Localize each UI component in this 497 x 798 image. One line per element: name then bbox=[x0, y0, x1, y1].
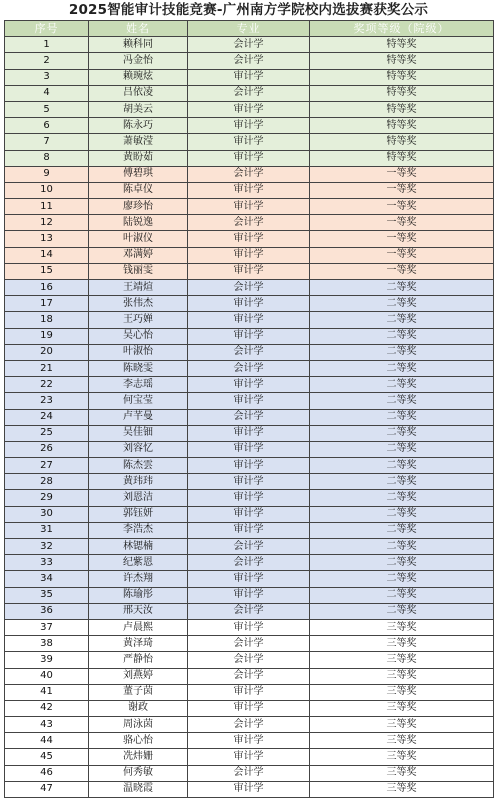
cell-name: 谢政 bbox=[89, 700, 188, 716]
cell-number: 45 bbox=[5, 749, 89, 765]
cell-name: 陈永巧 bbox=[89, 118, 188, 134]
cell-name: 黄玮玮 bbox=[89, 474, 188, 490]
cell-number: 32 bbox=[5, 539, 89, 555]
cell-major: 审计学 bbox=[188, 490, 310, 506]
cell-number: 19 bbox=[5, 328, 89, 344]
cell-major: 审计学 bbox=[188, 781, 310, 797]
cell-award: 一等奖 bbox=[310, 263, 494, 279]
cell-name: 纪紫恩 bbox=[89, 555, 188, 571]
cell-award: 一等奖 bbox=[310, 166, 494, 182]
table-row bbox=[5, 280, 494, 296]
table-row bbox=[5, 312, 494, 328]
table-header-row bbox=[5, 21, 494, 37]
cell-name: 陆锐逸 bbox=[89, 215, 188, 231]
cell-name: 刘恩洁 bbox=[89, 490, 188, 506]
table-row bbox=[5, 539, 494, 555]
cell-award: 特等奖 bbox=[310, 118, 494, 134]
table-row bbox=[5, 377, 494, 393]
cell-award: 二等奖 bbox=[310, 522, 494, 538]
cell-name: 郭钰妍 bbox=[89, 506, 188, 522]
cell-major: 审计学 bbox=[188, 263, 310, 279]
cell-major: 审计学 bbox=[188, 150, 310, 166]
cell-major: 审计学 bbox=[188, 312, 310, 328]
table-row bbox=[5, 134, 494, 150]
cell-name: 卢晨熙 bbox=[89, 619, 188, 635]
table-row bbox=[5, 328, 494, 344]
cell-award: 三等奖 bbox=[310, 700, 494, 716]
cell-major: 会计学 bbox=[188, 652, 310, 668]
cell-major: 审计学 bbox=[188, 118, 310, 134]
cell-name: 胡美云 bbox=[89, 101, 188, 117]
cell-award: 二等奖 bbox=[310, 280, 494, 296]
cell-number: 7 bbox=[5, 134, 89, 150]
cell-major: 审计学 bbox=[188, 522, 310, 538]
table-row bbox=[5, 344, 494, 360]
table-row bbox=[5, 263, 494, 279]
cell-major: 审计学 bbox=[188, 69, 310, 85]
cell-major: 会计学 bbox=[188, 409, 310, 425]
cell-major: 审计学 bbox=[188, 619, 310, 635]
cell-name: 廖珍怡 bbox=[89, 199, 188, 215]
cell-award: 特等奖 bbox=[310, 134, 494, 150]
table-row bbox=[5, 781, 494, 797]
cell-name: 王巧婵 bbox=[89, 312, 188, 328]
cell-name: 邓满婷 bbox=[89, 247, 188, 263]
cell-major: 会计学 bbox=[188, 37, 310, 53]
cell-major: 审计学 bbox=[188, 134, 310, 150]
cell-number: 40 bbox=[5, 668, 89, 684]
cell-award: 二等奖 bbox=[310, 458, 494, 474]
cell-major: 会计学 bbox=[188, 603, 310, 619]
table-row bbox=[5, 474, 494, 490]
table-row bbox=[5, 587, 494, 603]
table-row bbox=[5, 85, 494, 101]
cell-number: 9 bbox=[5, 166, 89, 182]
table-row bbox=[5, 182, 494, 198]
cell-name: 林锶楠 bbox=[89, 539, 188, 555]
cell-name: 王靖煊 bbox=[89, 280, 188, 296]
cell-name: 吕依凌 bbox=[89, 85, 188, 101]
table-row bbox=[5, 215, 494, 231]
cell-number: 6 bbox=[5, 118, 89, 134]
cell-award: 三等奖 bbox=[310, 619, 494, 635]
cell-number: 20 bbox=[5, 344, 89, 360]
cell-major: 会计学 bbox=[188, 280, 310, 296]
table-row bbox=[5, 749, 494, 765]
cell-name: 钱丽雯 bbox=[89, 263, 188, 279]
cell-number: 28 bbox=[5, 474, 89, 490]
cell-name: 刘燕婷 bbox=[89, 668, 188, 684]
cell-award: 三等奖 bbox=[310, 668, 494, 684]
table-row bbox=[5, 425, 494, 441]
cell-number: 23 bbox=[5, 393, 89, 409]
cell-major: 审计学 bbox=[188, 231, 310, 247]
cell-major: 审计学 bbox=[188, 733, 310, 749]
table-row bbox=[5, 53, 494, 69]
table-row bbox=[5, 700, 494, 716]
cell-number: 42 bbox=[5, 700, 89, 716]
table-row bbox=[5, 458, 494, 474]
cell-number: 33 bbox=[5, 555, 89, 571]
cell-number: 24 bbox=[5, 409, 89, 425]
cell-major: 审计学 bbox=[188, 328, 310, 344]
cell-award: 二等奖 bbox=[310, 539, 494, 555]
cell-name: 严静怡 bbox=[89, 652, 188, 668]
cell-number: 3 bbox=[5, 69, 89, 85]
cell-name: 陈瑜彤 bbox=[89, 587, 188, 603]
cell-major: 会计学 bbox=[188, 668, 310, 684]
table-row bbox=[5, 636, 494, 652]
table-row bbox=[5, 199, 494, 215]
cell-award: 二等奖 bbox=[310, 571, 494, 587]
cell-award: 三等奖 bbox=[310, 781, 494, 797]
cell-major: 会计学 bbox=[188, 539, 310, 555]
cell-award: 三等奖 bbox=[310, 765, 494, 781]
table-row bbox=[5, 166, 494, 182]
cell-number: 12 bbox=[5, 215, 89, 231]
cell-award: 三等奖 bbox=[310, 733, 494, 749]
cell-major: 会计学 bbox=[188, 360, 310, 376]
cell-number: 2 bbox=[5, 53, 89, 69]
cell-number: 10 bbox=[5, 182, 89, 198]
cell-number: 1 bbox=[5, 37, 89, 53]
cell-award: 特等奖 bbox=[310, 37, 494, 53]
cell-number: 37 bbox=[5, 619, 89, 635]
cell-name: 陈晓雯 bbox=[89, 360, 188, 376]
table-row bbox=[5, 765, 494, 781]
cell-name: 董子茵 bbox=[89, 684, 188, 700]
cell-number: 34 bbox=[5, 571, 89, 587]
header-major: 专业 bbox=[188, 21, 310, 37]
cell-award: 三等奖 bbox=[310, 636, 494, 652]
cell-name: 李志瑶 bbox=[89, 377, 188, 393]
table-row bbox=[5, 118, 494, 134]
cell-number: 46 bbox=[5, 765, 89, 781]
cell-number: 8 bbox=[5, 150, 89, 166]
cell-number: 39 bbox=[5, 652, 89, 668]
cell-award: 特等奖 bbox=[310, 101, 494, 117]
cell-name: 赖琬炫 bbox=[89, 69, 188, 85]
cell-name: 何宝莹 bbox=[89, 393, 188, 409]
cell-award: 二等奖 bbox=[310, 506, 494, 522]
cell-name: 周泳茵 bbox=[89, 717, 188, 733]
cell-number: 38 bbox=[5, 636, 89, 652]
table-row bbox=[5, 296, 494, 312]
cell-award: 二等奖 bbox=[310, 555, 494, 571]
cell-name: 吴佳钿 bbox=[89, 425, 188, 441]
cell-award: 一等奖 bbox=[310, 199, 494, 215]
cell-award: 三等奖 bbox=[310, 652, 494, 668]
cell-number: 35 bbox=[5, 587, 89, 603]
cell-major: 审计学 bbox=[188, 506, 310, 522]
cell-name: 黄泽琦 bbox=[89, 636, 188, 652]
cell-name: 何秀敏 bbox=[89, 765, 188, 781]
header-number: 序号 bbox=[5, 21, 89, 37]
page-title: 2025智能审计技能竞赛-广州南方学院校内选拔赛获奖公示 bbox=[68, 2, 429, 18]
cell-award: 特等奖 bbox=[310, 150, 494, 166]
table-row bbox=[5, 652, 494, 668]
cell-name: 邢天汝 bbox=[89, 603, 188, 619]
cell-number: 36 bbox=[5, 603, 89, 619]
cell-major: 会计学 bbox=[188, 166, 310, 182]
table-row bbox=[5, 668, 494, 684]
cell-major: 会计学 bbox=[188, 636, 310, 652]
cell-award: 特等奖 bbox=[310, 85, 494, 101]
cell-major: 会计学 bbox=[188, 555, 310, 571]
table-row bbox=[5, 555, 494, 571]
cell-number: 22 bbox=[5, 377, 89, 393]
cell-name: 冯金怡 bbox=[89, 53, 188, 69]
cell-major: 审计学 bbox=[188, 474, 310, 490]
cell-award: 二等奖 bbox=[310, 474, 494, 490]
header-award: 奖项等级（院级） bbox=[310, 21, 494, 37]
cell-name: 李浩杰 bbox=[89, 522, 188, 538]
cell-major: 审计学 bbox=[188, 458, 310, 474]
cell-number: 5 bbox=[5, 101, 89, 117]
cell-major: 审计学 bbox=[188, 101, 310, 117]
table-row bbox=[5, 247, 494, 263]
cell-name: 赖科同 bbox=[89, 37, 188, 53]
table-row bbox=[5, 490, 494, 506]
cell-award: 一等奖 bbox=[310, 215, 494, 231]
cell-award: 三等奖 bbox=[310, 717, 494, 733]
cell-name: 黄盼茹 bbox=[89, 150, 188, 166]
table-row bbox=[5, 733, 494, 749]
cell-number: 29 bbox=[5, 490, 89, 506]
cell-award: 二等奖 bbox=[310, 490, 494, 506]
cell-major: 审计学 bbox=[188, 587, 310, 603]
cell-award: 二等奖 bbox=[310, 425, 494, 441]
table-row bbox=[5, 522, 494, 538]
cell-major: 审计学 bbox=[188, 393, 310, 409]
cell-number: 41 bbox=[5, 684, 89, 700]
cell-number: 21 bbox=[5, 360, 89, 376]
cell-award: 二等奖 bbox=[310, 377, 494, 393]
cell-award: 三等奖 bbox=[310, 684, 494, 700]
table-row bbox=[5, 506, 494, 522]
cell-number: 44 bbox=[5, 733, 89, 749]
cell-number: 17 bbox=[5, 296, 89, 312]
cell-award: 二等奖 bbox=[310, 328, 494, 344]
cell-name: 叶淑怡 bbox=[89, 344, 188, 360]
cell-award: 一等奖 bbox=[310, 231, 494, 247]
cell-major: 会计学 bbox=[188, 344, 310, 360]
table-row bbox=[5, 37, 494, 53]
header-name: 姓名 bbox=[89, 21, 188, 37]
cell-name: 张伟杰 bbox=[89, 296, 188, 312]
cell-award: 二等奖 bbox=[310, 587, 494, 603]
cell-award: 特等奖 bbox=[310, 69, 494, 85]
cell-number: 43 bbox=[5, 717, 89, 733]
cell-major: 审计学 bbox=[188, 684, 310, 700]
cell-major: 审计学 bbox=[188, 441, 310, 457]
cell-name: 叶淑仪 bbox=[89, 231, 188, 247]
table-row bbox=[5, 360, 494, 376]
cell-major: 审计学 bbox=[188, 425, 310, 441]
cell-name: 吴心怡 bbox=[89, 328, 188, 344]
cell-name: 冼炜姗 bbox=[89, 749, 188, 765]
cell-name: 许杰翔 bbox=[89, 571, 188, 587]
cell-name: 萧敏滢 bbox=[89, 134, 188, 150]
cell-name: 陈杰雲 bbox=[89, 458, 188, 474]
table-row bbox=[5, 101, 494, 117]
cell-number: 4 bbox=[5, 85, 89, 101]
cell-major: 会计学 bbox=[188, 85, 310, 101]
cell-major: 审计学 bbox=[188, 296, 310, 312]
table-row bbox=[5, 150, 494, 166]
cell-major: 审计学 bbox=[188, 749, 310, 765]
cell-name: 骆心怡 bbox=[89, 733, 188, 749]
cell-major: 审计学 bbox=[188, 247, 310, 263]
cell-name: 卢芊曼 bbox=[89, 409, 188, 425]
table-row bbox=[5, 603, 494, 619]
table-row bbox=[5, 619, 494, 635]
cell-name: 陈卓仪 bbox=[89, 182, 188, 198]
table-row bbox=[5, 409, 494, 425]
table-row bbox=[5, 571, 494, 587]
cell-award: 二等奖 bbox=[310, 344, 494, 360]
cell-major: 审计学 bbox=[188, 571, 310, 587]
cell-number: 25 bbox=[5, 425, 89, 441]
cell-number: 31 bbox=[5, 522, 89, 538]
cell-major: 会计学 bbox=[188, 717, 310, 733]
cell-number: 27 bbox=[5, 458, 89, 474]
cell-number: 11 bbox=[5, 199, 89, 215]
cell-award: 一等奖 bbox=[310, 182, 494, 198]
cell-award: 二等奖 bbox=[310, 603, 494, 619]
cell-number: 14 bbox=[5, 247, 89, 263]
cell-major: 审计学 bbox=[188, 182, 310, 198]
cell-major: 会计学 bbox=[188, 765, 310, 781]
table-row bbox=[5, 231, 494, 247]
cell-number: 47 bbox=[5, 781, 89, 797]
cell-name: 傅碧琪 bbox=[89, 166, 188, 182]
table-row bbox=[5, 717, 494, 733]
cell-award: 二等奖 bbox=[310, 360, 494, 376]
cell-award: 三等奖 bbox=[310, 749, 494, 765]
cell-award: 二等奖 bbox=[310, 296, 494, 312]
cell-number: 15 bbox=[5, 263, 89, 279]
cell-award: 二等奖 bbox=[310, 393, 494, 409]
table-row bbox=[5, 393, 494, 409]
cell-number: 30 bbox=[5, 506, 89, 522]
cell-name: 温晓霞 bbox=[89, 781, 188, 797]
cell-number: 13 bbox=[5, 231, 89, 247]
awards-table bbox=[4, 20, 494, 798]
table-row bbox=[5, 69, 494, 85]
cell-number: 26 bbox=[5, 441, 89, 457]
table-row bbox=[5, 441, 494, 457]
cell-award: 二等奖 bbox=[310, 441, 494, 457]
cell-award: 二等奖 bbox=[310, 409, 494, 425]
cell-award: 特等奖 bbox=[310, 53, 494, 69]
cell-name: 刘容忆 bbox=[89, 441, 188, 457]
cell-major: 会计学 bbox=[188, 215, 310, 231]
cell-major: 审计学 bbox=[188, 199, 310, 215]
cell-major: 审计学 bbox=[188, 377, 310, 393]
table-row bbox=[5, 684, 494, 700]
cell-award: 一等奖 bbox=[310, 247, 494, 263]
cell-number: 18 bbox=[5, 312, 89, 328]
cell-award: 二等奖 bbox=[310, 312, 494, 328]
cell-major: 审计学 bbox=[188, 700, 310, 716]
cell-number: 16 bbox=[5, 280, 89, 296]
cell-major: 会计学 bbox=[188, 53, 310, 69]
